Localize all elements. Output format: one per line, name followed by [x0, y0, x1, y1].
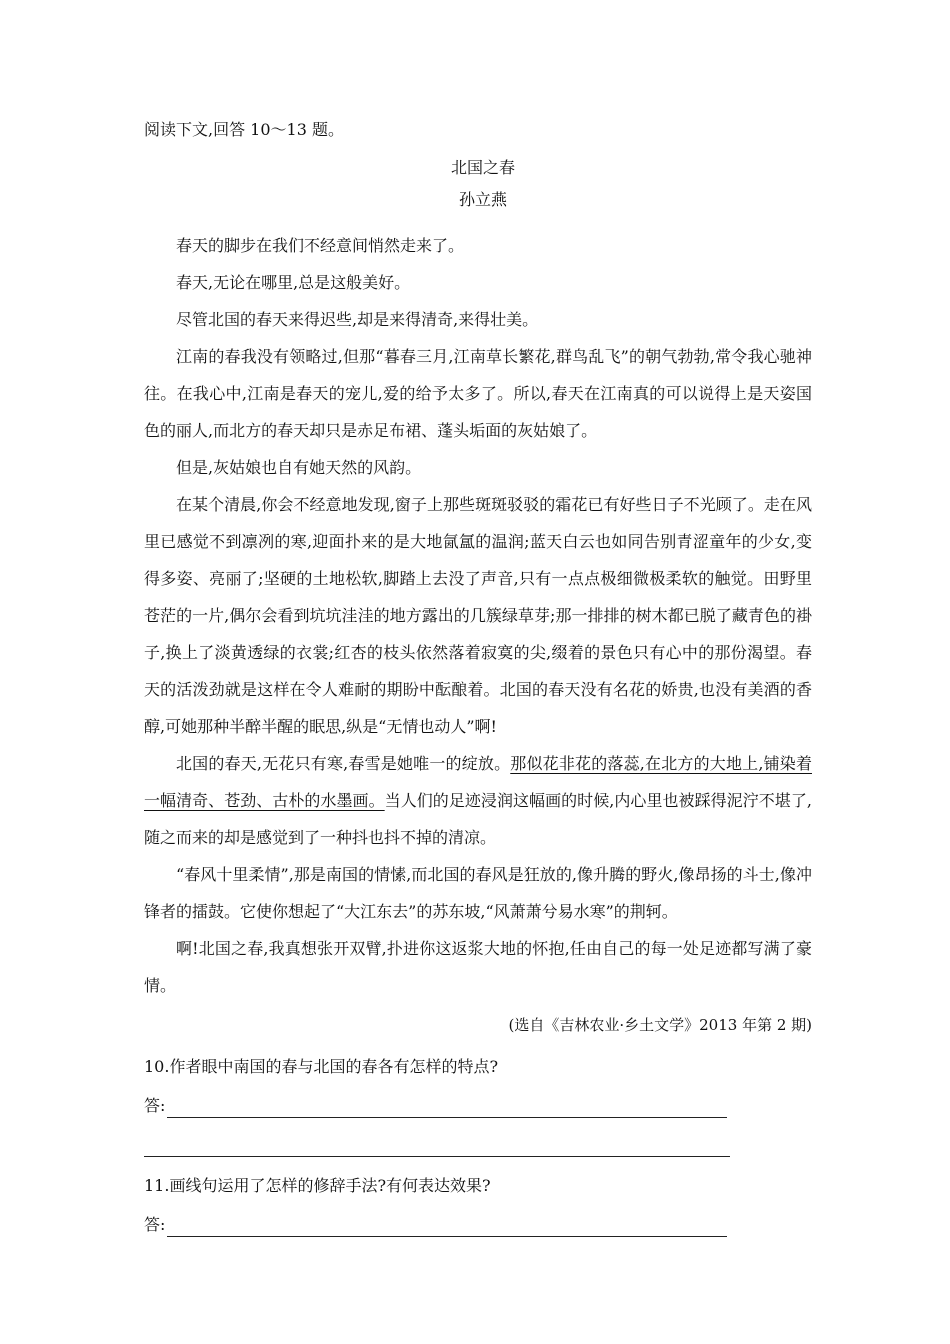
article-paragraph: 但是,灰姑娘也自有她天然的风韵。	[176, 458, 422, 477]
article-paragraph: 春天,无论在哪里,总是这般美好。	[176, 273, 411, 292]
answer-label: 答:	[144, 1215, 166, 1234]
article-paragraph-with-underline	[144, 745, 812, 856]
answer-row	[144, 1084, 812, 1118]
article-source: (选自《吉林农业·乡土文学》2013 年第 2 期)	[508, 1016, 812, 1034]
article-paragraph: 啊!北国之春,我真想张开双臂,扑进你这返浆大地的怀抱,任由自己的每一处足迹都写满了豪情。	[144, 939, 812, 995]
answer-line[interactable]	[167, 1097, 727, 1118]
answer-line[interactable]	[167, 1216, 727, 1237]
document-page	[144, 117, 812, 1237]
question-11: 11.画线句运用了怎样的修辞手法?有何表达效果?	[144, 1176, 491, 1195]
article-paragraph: 江南的春我没有领略过,但那“暮春三月,江南草长繁花,群鸟乱飞”的朝气勃勃,常令我心驰神往。在我心中,江南是春天的宠儿,爱的给予太多了。所以,春天在江南真的可以说得上是天姿国色的丽人,而北方的春天却只是赤足布裙、蓬头垢面的灰姑娘了。	[144, 347, 812, 440]
paragraph-text: 北国的春天,无花只有寒,春雪是她唯一的绽放。	[176, 754, 511, 773]
paragraph-text: 当人们的足迹浸润这幅画的时候,内心里也被踩得泥泞不堪了,随之而来的却是感觉到了一种抖也抖不掉的清凉。	[144, 791, 812, 847]
answer-line[interactable]	[144, 1118, 730, 1157]
article-paragraph: 尽管北国的春天来得迟些,却是来得清奇,来得壮美。	[176, 310, 539, 329]
answer-label: 答:	[144, 1096, 166, 1115]
article-title: 北国之春	[450, 158, 515, 177]
article-paragraph: 春天的脚步在我们不经意间悄然走来了。	[176, 236, 465, 255]
reading-instruction: 阅读下文,回答 10～13 题。	[144, 120, 344, 139]
article-paragraph: “春风十里柔情”,那是南国的情愫,而北国的春风是狂放的,像升腾的野火,像昂扬的斗士,像冲锋者的擂鼓。它使你想起了“大江东去”的苏东坡,“风萧萧兮易水寒”的荆轲。	[144, 865, 812, 921]
article-author: 孙立燕	[458, 190, 507, 209]
question-10: 10.作者眼中南国的春与北国的春各有怎样的特点?	[144, 1057, 499, 1076]
underlined-sentence: 那似花非花的落蕊,在北方的大地上,铺染着一幅清奇、苍劲、古朴的水墨画。	[144, 754, 812, 810]
answer-row	[144, 1203, 812, 1237]
article-paragraph: 在某个清晨,你会不经意地发现,窗子上那些斑斑驳驳的霜花已有好些日子不光顾了。走在风里已感觉不到凛冽的寒,迎面扑来的是大地氤氲的温润;蓝天白云也如同告别青涩童年的少女,变得多姿、亮丽了;坚硬的土地松软,脚踏上去没了声音,只有一点点极细微极柔软的触觉。田野里苍茫的一片,偶尔会看到坑坑洼洼的地方露出的几簇绿草芽;那一排排的树木都已脱了藏青色的褂子,换上了淡黄透绿的衣裳;红杏的枝头依然落着寂寞的尖,缀着的景色只有心中的那份渴望。春天的活泼劲就是这样在令人难耐的期盼中酝酿着。北国的春天没有名花的娇贵,也没有美酒的香醇,可她那种半醉半醒的眠思,纵是“无情也动人”啊!	[144, 495, 812, 736]
